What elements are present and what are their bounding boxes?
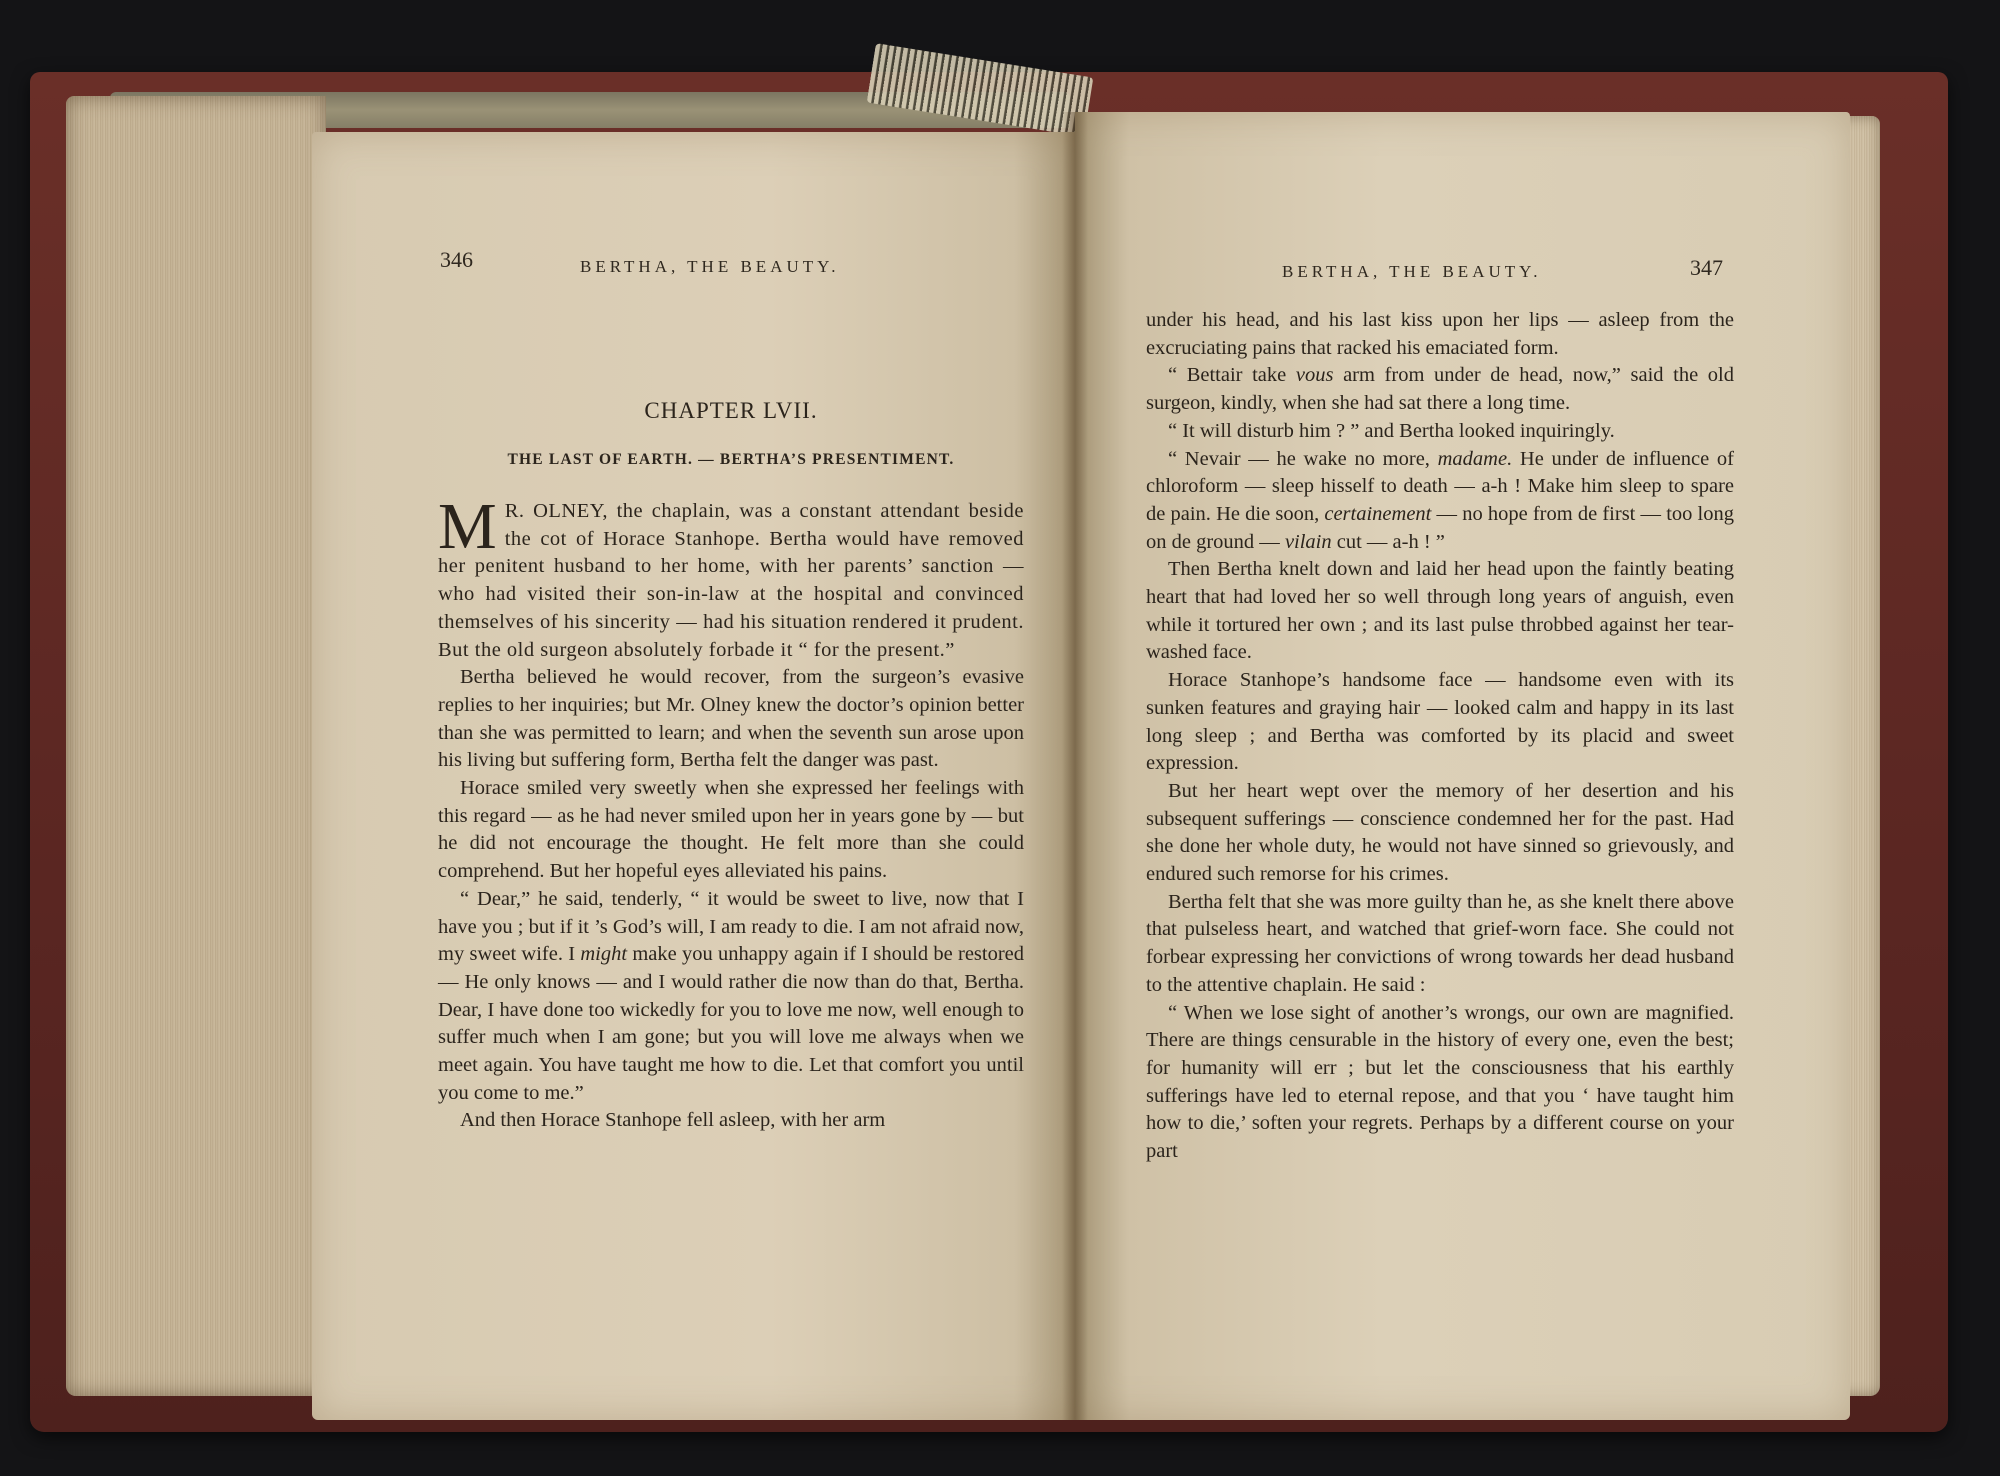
paragraph: “ Nevair — he wake no more, madame. He under de influence of chloroform — sleep hisself to death — a-h ! Make him sleep to spare de pain. He die soon, certainement — no hope from de first — too long on de ground — vilain cut — a-h ! ” [1146,447,1734,553]
chapter-title: CHAPTER LVII. [644,398,818,423]
running-head-right: BERTHA, THE BEAUTY. [1282,262,1542,281]
paragraph: But her heart wept over the memory of her desertion and his subsequent sufferings — conscience condemned her for the past. Had she done her whole duty, he would not have sinned so grievously, and endured such remorse for his crimes. [1146,779,1734,886]
page-number-left: 346 [440,247,473,272]
left-page-body [438,490,1025,1135]
paragraph: Then Bertha knelt down and laid her head upon the faintly beating heart that had loved her so well through long years of anguish, even while it tortured her own ; and its last pulse throbbed against her tear-washed face. [1146,558,1734,664]
paragraph: Horace smiled very sweetly when she expressed her feelings with this regard — as he had never smiled upon her in years gone by — but he did not encourage the thought. He felt more than she could comprehend. But her hopeful eyes alleviated his pains. [438,777,1024,883]
drop-cap: M [438,490,497,563]
paragraph: Bertha felt that she was more guilty than he, as she knelt there above that pulseless heart, and watched that grief-worn face. She could not forbear expressing her convictions of wrong towards her dead husband to the attentive chaplain. He said : [1146,890,1734,996]
paragraph: Horace Stanhope’s handsome face — handsome even with its sunken features and graying hair — looked calm and happy in its last long sleep ; and Bertha was comforted by its placid and sweet expression. [1146,669,1734,775]
paragraph: “ When we lose sight of another’s wrongs, our own are magnified. There are things censurable in the history of every one, even the best; for humanity will err ; but let the consciousness that his earthly sufferings have led to eternal repose, and that you ‘ have taught him how to die,’ soften your regrets. Perhaps by a different course on your part [1146,1001,1734,1163]
page-number-right: 347 [1690,255,1723,280]
book-gutter [1062,112,1088,1420]
paragraph: “ It will disturb him ? ” and Bertha looked inquiringly. [1168,419,1615,442]
chapter-subtitle: THE LAST OF EARTH. — BERTHA’S PRESENTIMENT. [507,451,955,468]
paragraph: “ Bettair take vous arm from under de head, now,” said the old surgeon, kindly, when she had sat there a long time. [1146,364,1734,415]
paragraph: under his head, and his last kiss upon her lips — asleep from the excruciating pains that racked his emaciated form. [1146,309,1734,359]
paragraph: Bertha believed he would recover, from the surgeon’s evasive replies to her inquiries; but Mr. Olney knew the doctor’s opinion better than she was permitted to learn; and when the seventh sun arose upon his living but suffering form, Bertha felt the danger was past. [438,666,1024,772]
right-page-body [1146,307,1734,1166]
paragraph: M R. OLNEY, the chaplain, was a constant attendant beside the cot of Horace Stanhope. Bertha would have removed her penitent husband to her home, with her parents’ sanction — who had visited their son-in-law at the hospital and convinced themselves of his sincerity — had his situation rendered it prudent. But the old surgeon absolutely forbade it “ for the present.” [438,490,1024,661]
running-head-left: BERTHA, THE BEAUTY. [580,257,840,276]
paragraph: “ Dear,” he said, tenderly, “ it would be sweet to live, now that I have you ; but if it ’s God’s will, I am ready to die. I am not afraid now, my sweet wife. I might make you unhappy again if I should be restored — He only knows — and I would rather die now than do that, Bertha. Dear, I have done too wickedly for you to love me now, well enough to suffer much when I am gone; but you will love me always when we meet again. You have taught me how to die. Let that comfort you until you come to me.” [438,887,1025,1104]
paragraph: And then Horace Stanhope fell asleep, with her arm [460,1109,886,1132]
left-page-stack [66,96,326,1396]
